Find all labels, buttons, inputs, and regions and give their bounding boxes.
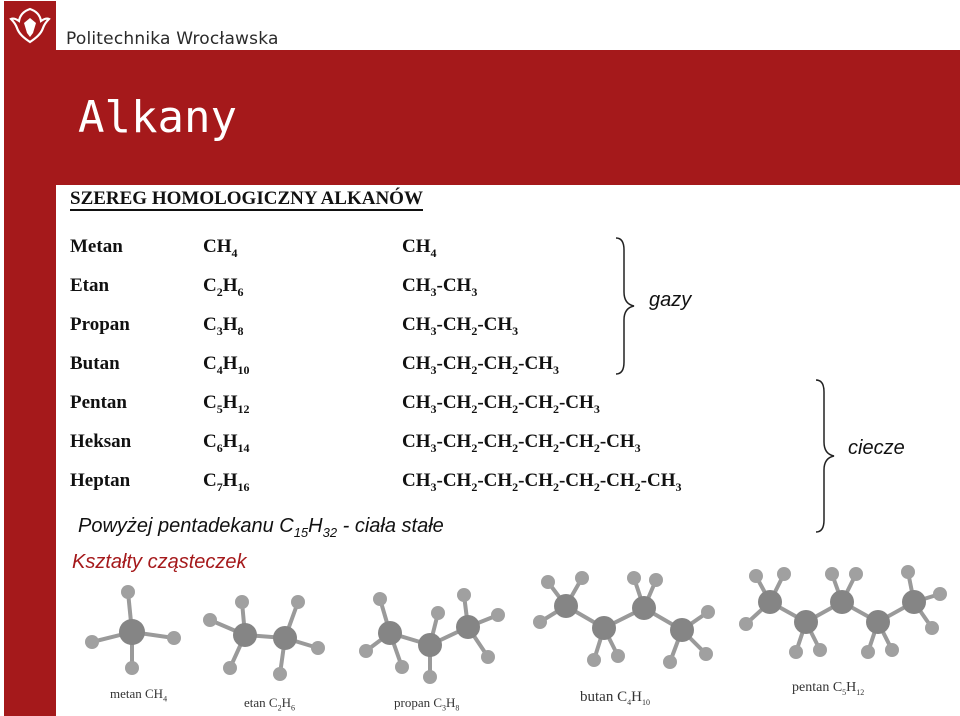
- caption-methane: [110, 686, 167, 704]
- structural-subscript: 2: [634, 479, 641, 494]
- caption-text: H: [446, 695, 456, 710]
- structural-text: CH: [402, 470, 431, 491]
- formula-subscript: 6: [237, 284, 244, 299]
- molecular-formula: [203, 275, 244, 300]
- formula-text: C: [203, 236, 217, 257]
- caption-subscript: 4: [627, 698, 632, 707]
- structural-subscript: 2: [512, 362, 519, 377]
- gas-label: gazy: [649, 289, 692, 311]
- structural-subscript: 3: [430, 440, 437, 455]
- structural-subscript: 3: [675, 479, 682, 494]
- structural-subscript: 3: [512, 323, 519, 338]
- formula-text: C: [203, 431, 217, 452]
- series-heading: SZEREG HOMOLOGICZNY ALKANÓW: [70, 188, 423, 209]
- formula-subscript: 2: [216, 284, 223, 299]
- molecular-formula: [203, 392, 250, 417]
- ethane-model: [200, 590, 330, 686]
- molecular-formula: [203, 470, 250, 495]
- formula-subscript: 5: [216, 401, 223, 416]
- structural-text: CH: [402, 392, 431, 413]
- alkane-name: Metan: [70, 236, 123, 257]
- formula-subscript: 8: [237, 323, 244, 338]
- left-accent-bar: [4, 50, 56, 716]
- caption-text: propan C: [394, 695, 443, 710]
- structural-text: -CH: [518, 353, 553, 374]
- molecular-formula: [203, 431, 250, 456]
- caption-text: metan CH: [110, 686, 164, 701]
- structural-formula: [402, 470, 681, 495]
- note-suffix: - ciała stałe: [337, 515, 444, 537]
- molecular-formula: [203, 353, 250, 378]
- structural-text: -CH: [436, 470, 472, 491]
- note-h: H: [308, 515, 323, 537]
- structural-text: -CH: [477, 314, 513, 335]
- structural-text: -CH: [477, 353, 513, 374]
- structural-subscript: 3: [430, 362, 437, 377]
- formula-text: H: [222, 314, 238, 335]
- caption-propane: [394, 695, 459, 713]
- liquid-label: ciecze: [848, 437, 905, 459]
- formula-subscript: 6: [216, 440, 223, 455]
- formula-text: C: [203, 470, 217, 491]
- formula-text: H: [222, 353, 238, 374]
- caption-pentane: [792, 680, 864, 697]
- structural-text: CH: [402, 275, 431, 296]
- caption-subscript: 10: [641, 698, 650, 707]
- butane-model: [530, 568, 720, 672]
- structural-text: -CH: [558, 431, 594, 452]
- caption-subscript: 12: [856, 687, 865, 697]
- structural-subscript: 3: [593, 401, 600, 416]
- structural-text: -CH: [436, 353, 472, 374]
- structural-subscript: 2: [471, 440, 478, 455]
- structural-text: -CH: [436, 314, 472, 335]
- methane-model: [80, 580, 190, 680]
- structural-text: -CH: [477, 392, 513, 413]
- solid-note: [78, 515, 444, 540]
- caption-text: pentan C: [792, 680, 843, 695]
- formula-text: C: [203, 275, 217, 296]
- structural-text: -CH: [558, 392, 594, 413]
- structural-text: -CH: [477, 431, 513, 452]
- structural-subscript: 3: [471, 284, 478, 299]
- structural-formula: [402, 353, 559, 378]
- caption-butane: [580, 689, 650, 707]
- alkane-name: Propan: [70, 314, 130, 335]
- caption-subscript: 8: [455, 703, 460, 713]
- structural-formula: [402, 314, 518, 339]
- structural-subscript: 3: [634, 440, 641, 455]
- structural-text: -CH: [518, 470, 553, 491]
- caption-subscript: 4: [163, 694, 168, 704]
- structural-text: -CH: [558, 470, 594, 491]
- formula-text: H: [222, 275, 238, 296]
- caption-text: butan C: [580, 689, 628, 705]
- structural-subscript: 2: [471, 479, 478, 494]
- structural-text: -CH: [518, 392, 553, 413]
- formula-subscript: 4: [216, 362, 223, 377]
- structural-text: -CH: [599, 470, 635, 491]
- structural-subscript: 2: [512, 440, 519, 455]
- structural-formula: [402, 236, 437, 261]
- structural-subscript: 4: [430, 245, 437, 260]
- alkane-name: Pentan: [70, 392, 127, 413]
- molecular-formula: [203, 236, 238, 261]
- caption-text: H: [846, 680, 857, 695]
- structural-text: -CH: [436, 392, 472, 413]
- structural-text: -CH: [477, 470, 513, 491]
- formula-subscript: 12: [237, 401, 250, 416]
- liquid-brace: [812, 378, 848, 534]
- gas-brace: [612, 236, 646, 376]
- structural-subscript: 2: [512, 401, 519, 416]
- university-name: Politechnika Wrocławska: [66, 29, 279, 49]
- formula-text: H: [222, 470, 238, 491]
- structural-text: -CH: [518, 431, 553, 452]
- structural-subscript: 2: [471, 323, 478, 338]
- structural-text: -CH: [599, 431, 635, 452]
- formula-text: C: [203, 353, 217, 374]
- formula-subscript: 14: [237, 440, 250, 455]
- caption-ethane: [244, 695, 295, 713]
- alkane-name: Heksan: [70, 431, 132, 452]
- formula-text: H: [216, 236, 232, 257]
- structural-text: -CH: [640, 470, 676, 491]
- structural-formula: [402, 275, 477, 300]
- structural-text: CH: [402, 236, 431, 257]
- note-h-subscript: 32: [322, 525, 338, 540]
- caption-subscript: 3: [442, 703, 447, 713]
- formula-subscript: 16: [237, 479, 250, 494]
- structural-text: CH: [402, 314, 431, 335]
- formula-subscript: 10: [237, 362, 250, 377]
- structural-text: -CH: [436, 275, 472, 296]
- caption-subscript: 2: [277, 703, 282, 713]
- formula-subscript: 3: [216, 323, 223, 338]
- formula-subscript: 7: [216, 479, 223, 494]
- structural-subscript: 3: [430, 401, 437, 416]
- structural-text: CH: [402, 353, 431, 374]
- structural-subscript: 2: [552, 440, 559, 455]
- structural-formula: [402, 431, 641, 456]
- structural-text: CH: [402, 431, 431, 452]
- structural-subscript: 3: [430, 284, 437, 299]
- caption-text: etan C: [244, 695, 278, 710]
- structural-subscript: 3: [430, 323, 437, 338]
- caption-text: H: [631, 689, 642, 705]
- formula-text: H: [222, 431, 238, 452]
- slide-title: Alkany: [78, 92, 237, 143]
- structural-subscript: 2: [552, 401, 559, 416]
- structural-subscript: 3: [552, 362, 559, 377]
- alkane-name: Heptan: [70, 470, 131, 491]
- structural-subscript: 2: [512, 479, 519, 494]
- structural-subscript: 3: [430, 479, 437, 494]
- propane-model: [358, 585, 508, 685]
- alkane-name: Butan: [70, 353, 120, 374]
- formula-text: C: [203, 314, 217, 335]
- note-c-subscript: 15: [293, 525, 309, 540]
- structural-text: -CH: [436, 431, 472, 452]
- structural-subscript: 2: [593, 440, 600, 455]
- formula-text: C: [203, 392, 217, 413]
- structural-subscript: 2: [593, 479, 600, 494]
- formula-text: H: [222, 392, 238, 413]
- caption-subscript: 6: [290, 703, 295, 713]
- structural-subscript: 2: [471, 401, 478, 416]
- alkane-name: Etan: [70, 275, 110, 296]
- note-text: Powyżej pentadekanu C: [78, 515, 294, 537]
- caption-subscript: 5: [842, 687, 847, 697]
- university-logo: [4, 1, 56, 50]
- formula-subscript: 4: [231, 245, 238, 260]
- molecular-formula: [203, 314, 244, 339]
- structural-formula: [402, 392, 600, 417]
- shapes-title: Kształty cząsteczek: [72, 551, 247, 573]
- pentane-model: [736, 562, 950, 666]
- eagle-crest-icon: [4, 1, 56, 50]
- structural-subscript: 2: [552, 479, 559, 494]
- caption-text: H: [281, 695, 291, 710]
- structural-subscript: 2: [471, 362, 478, 377]
